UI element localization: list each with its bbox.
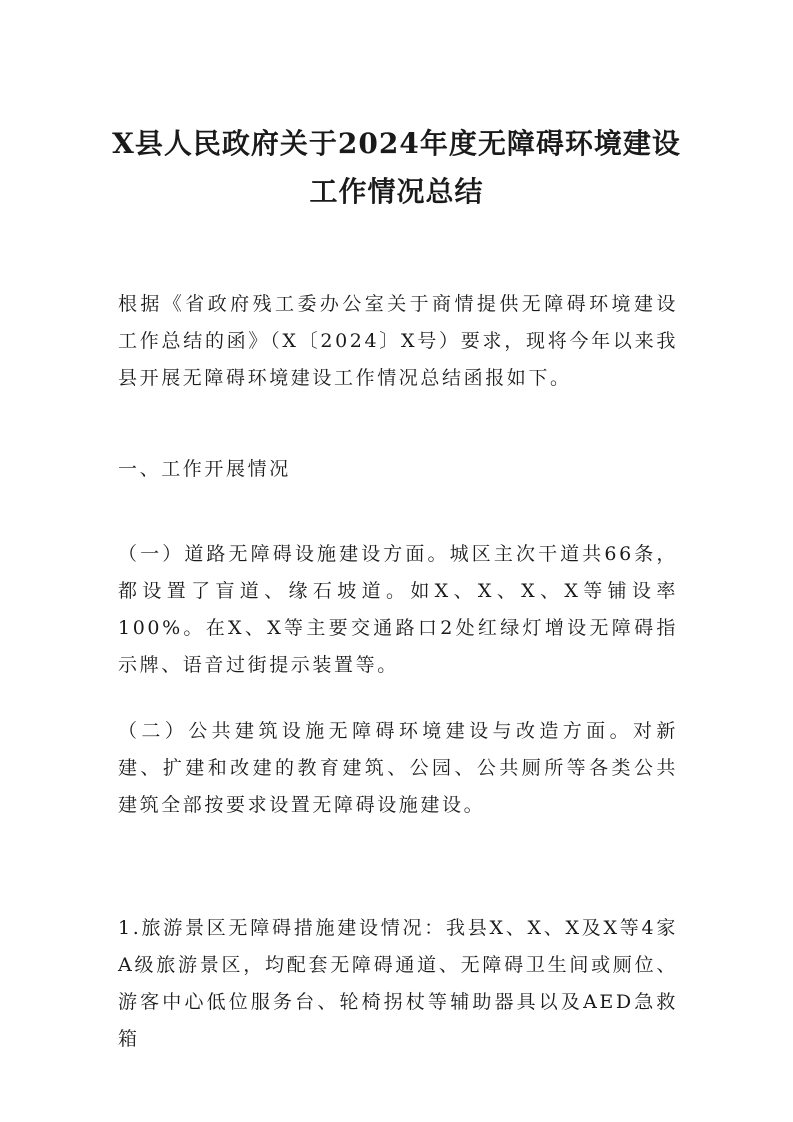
paragraph-road-facilities: （一）道路无障碍设施建设方面。城区主次干道共66条，都设置了盲道、缘石坡道。如X、X、X、X等铺设率100%。在X、X等主要交通路口2处红绿灯增设无障碍指示牌、语音过街提示装置等。 bbox=[118, 543, 678, 676]
document-title: X县人民政府关于2024年度无障碍环境建设工作情况总结 bbox=[112, 127, 681, 208]
paragraph-tourist-sites: 1.旅游景区无障碍措施建设情况：我县X、X、X及X等4家A级旅游景区，均配套无障碍通道、无障碍卫生间或厕位、游客中心低位服务台、轮椅拐杖等辅助器具以及AED急救箱 bbox=[118, 917, 678, 1050]
section-heading: 一、工作开展情况 bbox=[118, 458, 291, 480]
paragraph-public-buildings: （二）公共建筑设施无障碍环境建设与改造方面。对新建、扩建和改建的教育建筑、公园、公共厕所等各类公共建筑全部按要求设置无障碍设施建设。 bbox=[118, 720, 678, 816]
intro-paragraph: 根据《省政府残工委办公室关于商情提供无障碍环境建设工作总结的函》（X〔2024〕X号）要求，现将今年以来我县开展无障碍环境建设工作情况总结函报如下。 bbox=[118, 293, 678, 389]
